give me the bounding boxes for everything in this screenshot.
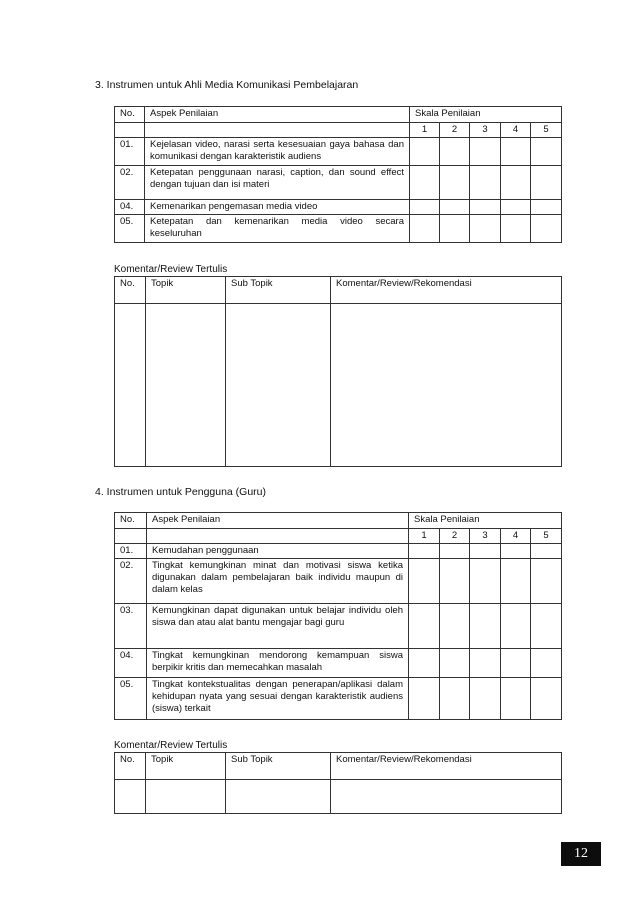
comment-cell[interactable]: [331, 780, 562, 814]
rating-cell[interactable]: [531, 678, 562, 720]
rating-cell[interactable]: [501, 215, 531, 243]
comment-cell[interactable]: [115, 304, 146, 467]
comment-header-komentar: Komentar/Review/Rekomendasi: [331, 277, 562, 304]
header-aspek: Aspek Penilaian: [147, 513, 409, 529]
comment-cell[interactable]: [115, 780, 146, 814]
rating-cell[interactable]: [470, 138, 501, 166]
rating-cell[interactable]: [501, 544, 531, 559]
row-no: 02.: [115, 166, 145, 200]
empty-cell: [115, 123, 145, 138]
rating-cell[interactable]: [531, 166, 562, 200]
rating-cell[interactable]: [501, 604, 531, 649]
rating-cell[interactable]: [501, 138, 531, 166]
header-skala: Skala Penilaian: [410, 107, 562, 123]
empty-cell: [145, 123, 410, 138]
rating-cell[interactable]: [440, 604, 470, 649]
row-no: 05.: [115, 215, 145, 243]
rating-cell[interactable]: [409, 559, 440, 604]
table-row: [115, 604, 562, 649]
rating-cell[interactable]: [410, 200, 440, 215]
comment-cell[interactable]: [146, 780, 226, 814]
assessment-table-teacher: [114, 512, 562, 720]
section-4-title: 4. Instrumen untuk Pengguna (Guru): [95, 486, 267, 498]
comment-cell[interactable]: [146, 304, 226, 467]
empty-cell: [115, 529, 147, 544]
rating-cell[interactable]: [470, 649, 501, 678]
row-aspek: Tingkat kemungkinan minat dan motivasi siswa ketika digunakan dalam pembelajaran baik individu maupun di dalam kelas: [147, 559, 409, 604]
rating-cell[interactable]: [501, 678, 531, 720]
row-no: 01.: [115, 138, 145, 166]
rating-cell[interactable]: [409, 544, 440, 559]
comment-header-subtopik: Sub Topik: [226, 753, 331, 780]
scale-2: 2: [440, 529, 470, 544]
comment-cell[interactable]: [226, 780, 331, 814]
rating-cell[interactable]: [440, 200, 470, 215]
comment-row: [115, 304, 562, 467]
rating-cell[interactable]: [470, 559, 501, 604]
scale-1: 1: [410, 123, 440, 138]
rating-cell[interactable]: [470, 678, 501, 720]
rating-cell[interactable]: [470, 166, 501, 200]
rating-cell[interactable]: [440, 544, 470, 559]
rating-cell[interactable]: [501, 200, 531, 215]
comment-cell[interactable]: [226, 304, 331, 467]
comment-header-no: No.: [115, 277, 146, 304]
rating-cell[interactable]: [531, 604, 562, 649]
comment-cell[interactable]: [331, 304, 562, 467]
comment-table-teacher: [114, 752, 562, 814]
section-3-title: 3. Instrumen untuk Ahli Media Komunikasi Pembelajaran: [95, 79, 359, 91]
comment-header-komentar: Komentar/Review/Rekomendasi: [331, 753, 562, 780]
rating-cell[interactable]: [440, 215, 470, 243]
rating-cell[interactable]: [531, 200, 562, 215]
rating-cell[interactable]: [531, 215, 562, 243]
rating-cell[interactable]: [440, 678, 470, 720]
rating-cell[interactable]: [440, 138, 470, 166]
rating-cell[interactable]: [410, 166, 440, 200]
rating-cell[interactable]: [410, 215, 440, 243]
rating-cell[interactable]: [440, 559, 470, 604]
comment-header-subtopik: Sub Topik: [226, 277, 331, 304]
empty-cell: [147, 529, 409, 544]
row-no: 02.: [115, 559, 147, 604]
page-number: 12: [561, 842, 601, 866]
rating-cell[interactable]: [501, 559, 531, 604]
row-aspek: Tingkat kemungkinan mendorong kemampuan siswa berpikir kritis dan memecahkan masalah: [147, 649, 409, 678]
comment-header-topik: Topik: [146, 277, 226, 304]
scale-5: 5: [531, 529, 562, 544]
table-row: [115, 215, 562, 243]
comment-label: Komentar/Review Tertulis: [114, 740, 228, 751]
rating-cell[interactable]: [470, 544, 501, 559]
header-skala: Skala Penilaian: [409, 513, 562, 529]
scale-2: 2: [440, 123, 470, 138]
table-row: [115, 559, 562, 604]
comment-row: [115, 780, 562, 814]
header-no: No.: [115, 107, 145, 123]
header-no: No.: [115, 513, 147, 529]
scale-4: 4: [501, 123, 531, 138]
row-aspek: Kemenarikan pengemasan media video: [145, 200, 410, 215]
row-no: 03.: [115, 604, 147, 649]
row-no: 04.: [115, 649, 147, 678]
table-row: [115, 544, 562, 559]
row-aspek: Kemungkinan dapat digunakan untuk belajar individu oleh siswa dan atau alat bantu mengajar bagi guru: [147, 604, 409, 649]
scale-1: 1: [409, 529, 440, 544]
comment-table-media-expert: [114, 276, 562, 467]
comment-header-topik: Topik: [146, 753, 226, 780]
scale-3: 3: [470, 529, 501, 544]
row-aspek: Tingkat kontekstualitas dengan penerapan/aplikasi dalam kehidupan nyata yang sesuai dengan karakteristik audiens (siswa) terkait: [147, 678, 409, 720]
rating-cell[interactable]: [440, 649, 470, 678]
rating-cell[interactable]: [409, 649, 440, 678]
row-no: 01.: [115, 544, 147, 559]
row-aspek: Kejelasan video, narasi serta kesesuaian gaya bahasa dan komunikasi dengan karakteristik audiens: [145, 138, 410, 166]
rating-cell[interactable]: [440, 166, 470, 200]
table-row: [115, 200, 562, 215]
rating-cell[interactable]: [501, 649, 531, 678]
row-no: 05.: [115, 678, 147, 720]
rating-cell[interactable]: [531, 544, 562, 559]
row-no: 04.: [115, 200, 145, 215]
rating-cell[interactable]: [470, 604, 501, 649]
scale-3: 3: [470, 123, 501, 138]
scale-5: 5: [531, 123, 562, 138]
comment-header-no: No.: [115, 753, 146, 780]
table-row: [115, 649, 562, 678]
row-aspek: Ketepatan dan kemenarikan media video secara keseluruhan: [145, 215, 410, 243]
rating-cell[interactable]: [531, 138, 562, 166]
table-row: [115, 138, 562, 166]
row-aspek: Ketepatan penggunaan narasi, caption, dan sound effect dengan tujuan dan isi materi: [145, 166, 410, 200]
rating-cell[interactable]: [410, 138, 440, 166]
rating-cell[interactable]: [409, 678, 440, 720]
comment-label: Komentar/Review Tertulis: [114, 264, 228, 275]
assessment-table-media-expert: [114, 106, 562, 243]
rating-cell[interactable]: [501, 166, 531, 200]
rating-cell[interactable]: [531, 559, 562, 604]
header-aspek: Aspek Penilaian: [145, 107, 410, 123]
table-row: [115, 166, 562, 200]
table-row: [115, 678, 562, 720]
rating-cell[interactable]: [409, 604, 440, 649]
rating-cell[interactable]: [470, 215, 501, 243]
scale-4: 4: [501, 529, 531, 544]
row-aspek: Kemudahan penggunaan: [147, 544, 409, 559]
rating-cell[interactable]: [531, 649, 562, 678]
rating-cell[interactable]: [470, 200, 501, 215]
